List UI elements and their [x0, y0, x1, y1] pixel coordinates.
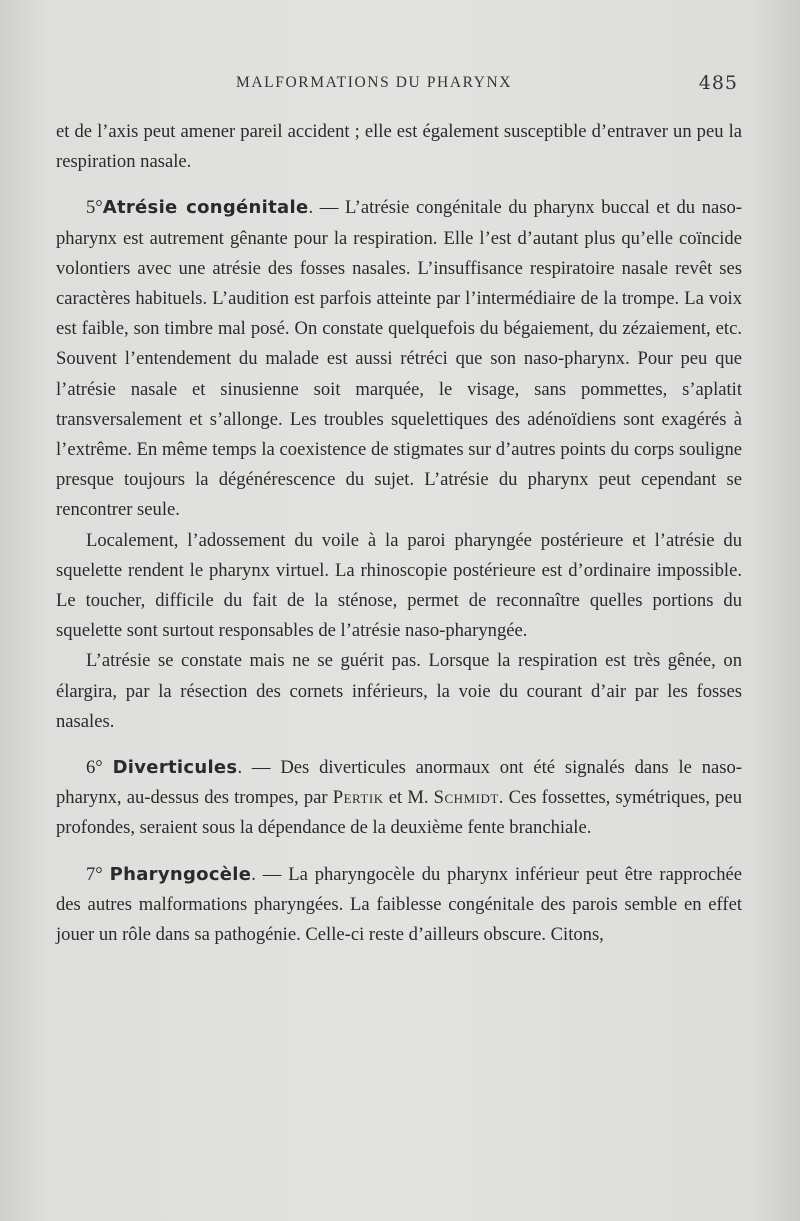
section-5-title: Atrésie congénitale	[102, 197, 309, 219]
section-7-number: 7°	[86, 863, 103, 885]
section-5-paragraph-2: Localement, l’adossement du voile à la paroi pharyngée postérieure et l’atrésie du squelette rendent le pharynx virtuel. La rhinoscopie postérieure est d’ordinaire impossible. Le toucher, difficile du fait de la sténose, permet de reconnaître quelles portions du squelette sont surtout responsables de l’atrésie naso-pharyngée.	[56, 529, 742, 642]
section-5-text: . — L’atrésie congénitale du pharynx buccal et du naso-pharynx est autrement gênante pour la respiration. Elle l’est d’autant plus qu’elle coïncide volontiers avec une atrésie des fosses nasales. L’insuffisance respiratoire nasale revêt ses caractères habituels. L’audition est parfois atteinte par l’intermédiaire de la trompe. La voix est faible, son timbre mal posé. On constate quelquefois du bégaiement, du zézaiement, etc. Souvent l’entendement du malade est aussi rétréci que son naso-pharynx. Pour peu que l’atrésie nasale et sinusienne soit marquée, le visage, sans pommettes, s’aplatit transversalement et s’allonge. Les troubles squelettiques des adénoïdiens sont exagérés à l’extrême. En même temps la coexistence de stigmates sur d’autres points du corps souligne presque toujours la dégénérescence du sujet. L’atrésie du pharynx peut cependant se rencontrer seule.	[56, 197, 742, 521]
section-6-paragraph	[56, 753, 742, 844]
page-header	[0, 74, 800, 104]
page-number: 485	[698, 72, 738, 94]
section-7-paragraph	[56, 860, 742, 951]
section-6-text-b: et M.	[383, 787, 434, 809]
section-6-text-a: . — Des diverticules anormaux ont été signalés dans le naso-pharynx, au-dessus des trompes, par	[56, 757, 742, 809]
author-name-pertik: Pertik	[332, 787, 384, 809]
section-5-paragraph	[56, 193, 742, 525]
section-6-text-c: . Ces fossettes, symétriques, peu profondes, seraient sous la dépendance de la deuxième fente branchiale.	[56, 787, 742, 839]
author-name-schmidt: Schmidt	[433, 787, 499, 809]
section-7-title: Pharyngocèle	[109, 863, 252, 885]
section-5-paragraph-3: L’atrésie se constate mais ne se guérit pas. Lorsque la respiration est très gênée, on élargira, par la résection des cornets inférieurs, la voie du courant d’air par les fosses nasales.	[56, 650, 742, 732]
page-body	[56, 117, 742, 950]
paragraph-continuation: et de l’axis peut amener pareil accident ; elle est également susceptible d’entraver un peu la respiration nasale.	[56, 121, 742, 173]
section-6-number: 6°	[86, 757, 103, 779]
section-6-title: Diverticules	[112, 757, 238, 779]
running-head: MALFORMATIONS DU PHARYNX	[236, 74, 513, 91]
section-7-text: . — La pharyngocèle du pharynx inférieur peut être rapprochée des autres malformations pharyngées. La faiblesse congénitale des parois semble en effet jouer un rôle dans sa pathogénie. Celle-ci reste d’ailleurs obscure. Citons,	[56, 863, 742, 946]
section-5-number: 5°	[86, 197, 103, 219]
